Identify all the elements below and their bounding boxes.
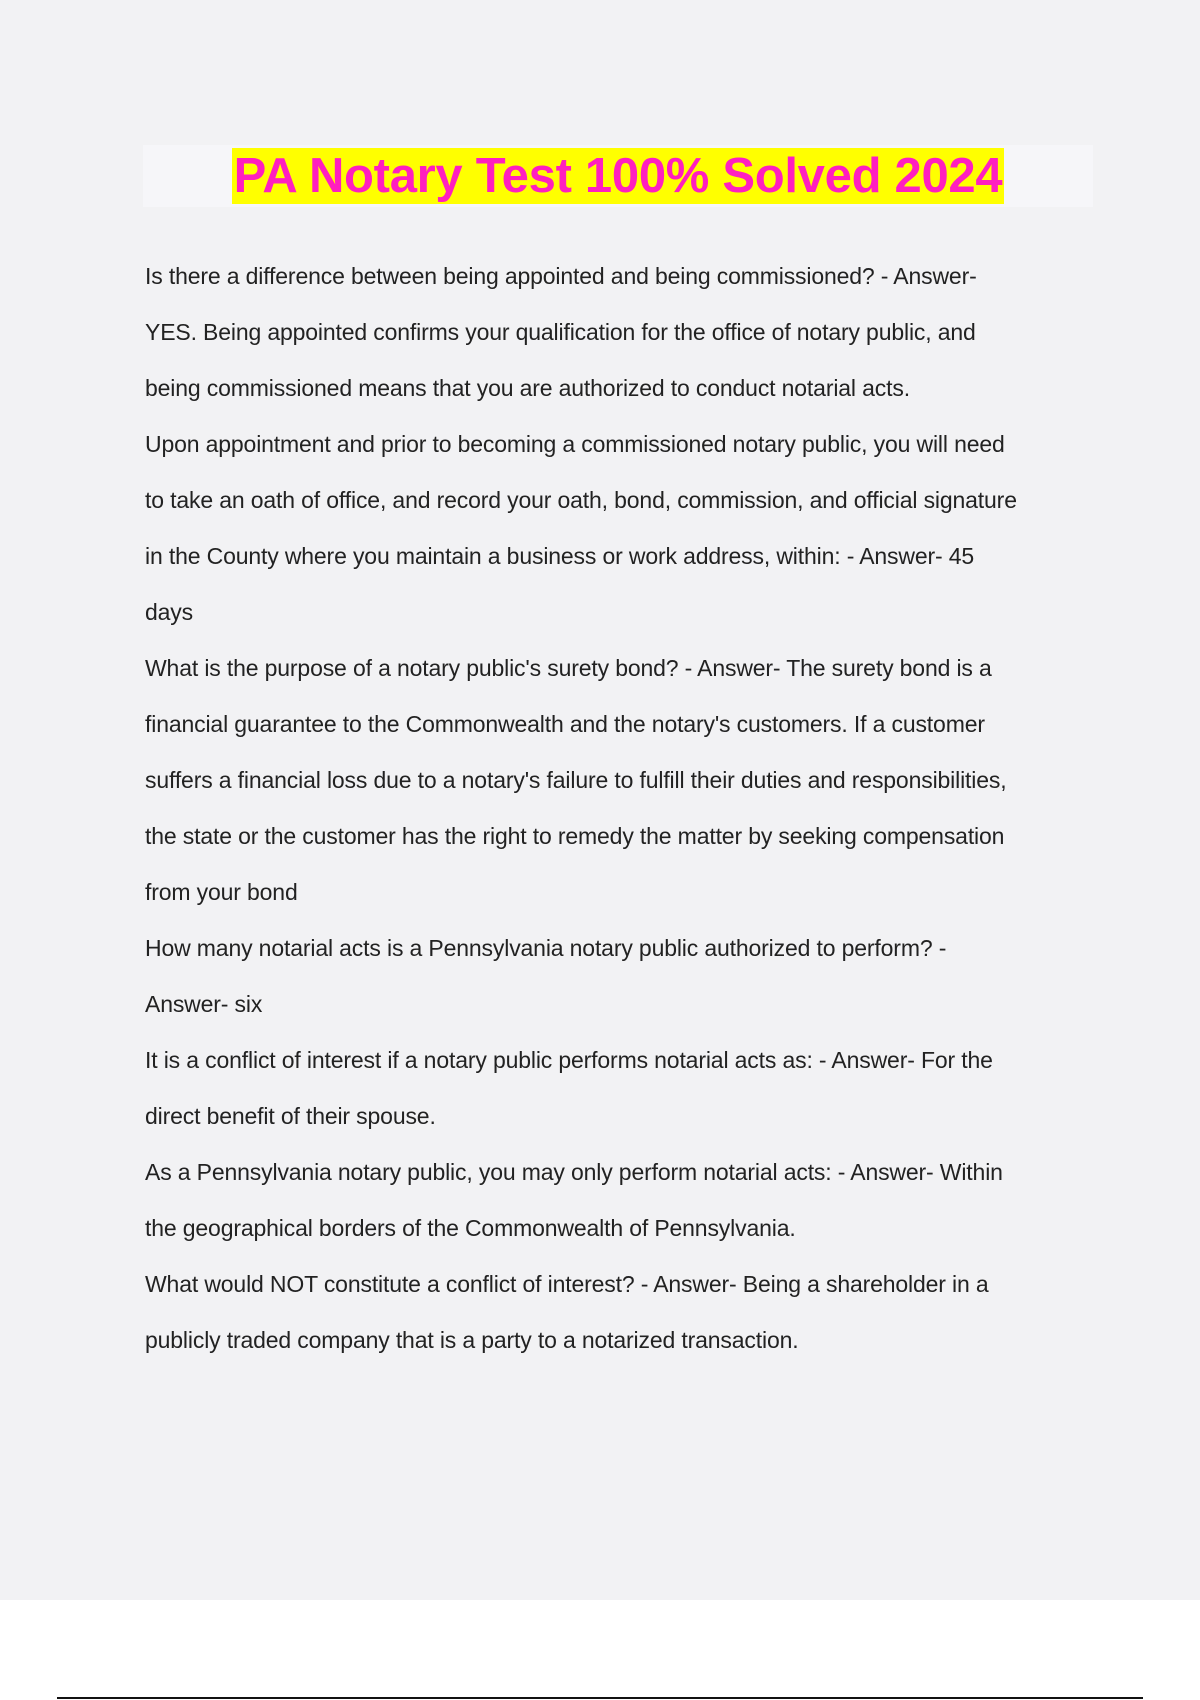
text-line: What is the purpose of a notary public's surety bond? - Answer- The surety bond is a xyxy=(145,655,992,681)
text-line: days xyxy=(145,599,193,625)
text-line: Upon appointment and prior to becoming a commissioned notary public, you will need xyxy=(145,431,1005,457)
text-line: the state or the customer has the right to remedy the matter by seeking compensation xyxy=(145,823,1005,849)
text-line: direct benefit of their spouse. xyxy=(145,1103,436,1129)
document-title: PA Notary Test 100% Solved 2024 xyxy=(233,149,1003,203)
text-line: from your bond xyxy=(145,879,298,905)
text-line: It is a conflict of interest if a notary public performs notarial acts as: - Answer- For the xyxy=(145,1047,993,1073)
text-line: financial guarantee to the Commonwealth and the notary's customers. If a customer xyxy=(145,711,985,737)
text-line: Answer- six xyxy=(145,991,263,1017)
document-body xyxy=(145,248,1090,1368)
text-line: suffers a financial loss due to a notary's failure to fulfill their duties and responsibilities, xyxy=(145,767,1007,793)
text-line: What would NOT constitute a conflict of interest? - Answer- Being a shareholder in a xyxy=(145,1271,989,1297)
text-line: in the County where you maintain a business or work address, within: - Answer- 45 xyxy=(145,543,975,569)
text-line: publicly traded company that is a party to a notarized transaction. xyxy=(145,1327,799,1353)
text-line: YES. Being appointed confirms your qualification for the office of notary public, and xyxy=(145,319,976,345)
footer-divider xyxy=(57,1697,1143,1699)
text-line: being commissioned means that you are authorized to conduct notarial acts. xyxy=(145,375,910,401)
text-line: As a Pennsylvania notary public, you may only perform notarial acts: - Answer- Within xyxy=(145,1159,1003,1185)
title-band xyxy=(143,145,1093,207)
text-line: Is there a difference between being appointed and being commissioned? - Answer- xyxy=(145,263,977,289)
text-line: How many notarial acts is a Pennsylvania notary public authorized to perform? - xyxy=(145,935,947,961)
text-line: the geographical borders of the Commonwealth of Pennsylvania. xyxy=(145,1215,796,1241)
text-line: to take an oath of office, and record your oath, bond, commission, and official signature xyxy=(145,487,1017,513)
